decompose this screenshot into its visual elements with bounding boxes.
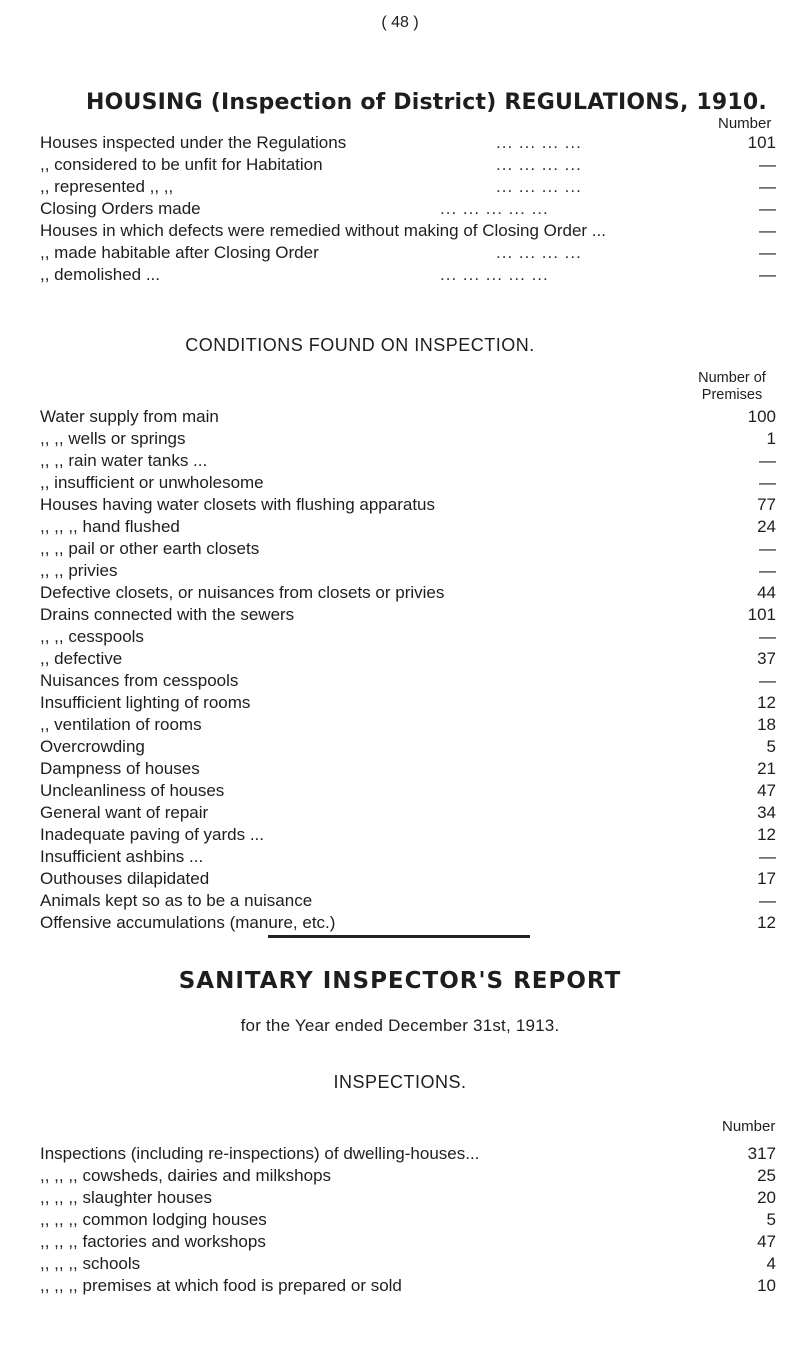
row-label: ,, considered to be unfit for Habitation [40,155,323,174]
row-value: — [759,847,776,866]
table-row [40,582,776,604]
row-label: Outhouses dilapidated [40,869,210,888]
row-value: — [759,177,776,196]
row-value: — [759,221,776,240]
row-value: 44 [757,583,776,602]
table-row [40,198,776,220]
row-label: ,, ,, pail or other earth closets [40,539,260,558]
conditions-header [684,370,780,404]
table-row [40,1209,776,1231]
conditions-header-line2: Premises [701,387,763,403]
row-value: — [759,539,776,558]
table-row [40,220,776,242]
row-value: 10 [757,1276,776,1295]
row-label: ,, ,, wells or springs [40,429,186,448]
table-row [40,406,776,428]
row-value: 101 [747,605,776,624]
table-row [40,154,776,176]
row-value: — [759,561,776,580]
row-leader: ... ... ... ... [496,155,582,174]
row-value: 25 [757,1166,776,1185]
row-label: Defective closets, or nuisances from closets or privies [40,583,445,602]
table-row [40,1165,776,1187]
row-label: ,, ,, privies [40,561,118,580]
row-label: ,, demolished ... [40,265,161,284]
row-label: Offensive accumulations (manure, etc.) [40,913,336,932]
row-label: ,, ,, ,, hand flushed [40,517,180,536]
row-label: Insufficient lighting of rooms [40,693,251,712]
row-leader: ... ... ... ... [496,243,582,262]
section-divider [268,935,530,938]
row-value: 24 [757,517,776,536]
row-value: — [759,155,776,174]
row-value: 18 [757,715,776,734]
table-row [40,472,776,494]
row-value: 5 [766,737,776,756]
row-label: Inspections (including re-inspections) of dwelling-houses... [40,1144,480,1163]
row-label: General want of repair [40,803,209,822]
row-label: Water supply from main [40,407,219,426]
table-row [40,912,776,934]
housing-number-header: Number [718,115,772,132]
row-value: 4 [766,1254,776,1273]
table-row [40,626,776,648]
row-label: ,, ventilation of rooms [40,715,202,734]
table-row [40,692,776,714]
row-label: ,, ,, ,, slaughter houses [40,1188,212,1207]
row-label: ,, ,, ,, common lodging houses [40,1210,267,1229]
table-row [40,516,776,538]
row-label: Insufficient ashbins ... [40,847,204,866]
table-row [40,1253,776,1275]
table-row [40,560,776,582]
report-subtitle: for the Year ended December 31st, 1913. [240,1016,560,1035]
row-label: Houses in which defects were remedied without making of Closing Order ... [40,221,606,240]
row-value: 5 [766,1210,776,1229]
row-value: — [759,451,776,470]
row-value: 101 [747,133,776,152]
table-row [40,450,776,472]
row-label: ,, ,, ,, factories and workshops [40,1232,266,1251]
table-row [40,242,776,264]
row-value: 37 [757,649,776,668]
row-leader: ... ... ... ... [496,177,582,196]
row-label: ,, ,, rain water tanks ... [40,451,208,470]
row-value: — [759,627,776,646]
table-row [40,1231,776,1253]
row-value: 12 [757,913,776,932]
table-row [40,780,776,802]
table-row [40,132,776,154]
table-row [40,890,776,912]
row-label: ,, ,, cesspools [40,627,144,646]
row-value: — [759,199,776,218]
row-value: 47 [757,1232,776,1251]
row-value: — [759,891,776,910]
row-label: Nuisances from cesspools [40,671,239,690]
row-value: — [759,671,776,690]
table-row [40,1143,776,1165]
row-label: ,, made habitable after Closing Order [40,243,319,262]
table-row [40,494,776,516]
row-value: 12 [757,693,776,712]
row-value: 317 [747,1144,776,1163]
table-row [40,604,776,626]
row-value: 77 [757,495,776,514]
row-value: 17 [757,869,776,888]
row-label: Drains connected with the sewers [40,605,295,624]
row-leader: ... ... ... ... [496,133,582,152]
conditions-header-line1: Number of [698,370,766,386]
row-value: 20 [757,1188,776,1207]
table-row [40,538,776,560]
table-row [40,1187,776,1209]
row-value: 1 [766,429,776,448]
table-row [40,868,776,890]
row-value: 47 [757,781,776,800]
row-label: ,, insufficient or unwholesome [40,473,264,492]
report-title: SANITARY INSPECTOR'S REPORT [178,968,622,994]
row-label: Houses having water closets with flushing apparatus [40,495,435,514]
row-label: ,, ,, ,, premises at which food is prepared or sold [40,1276,402,1295]
row-label: Uncleanliness of houses [40,781,225,800]
housing-title: HOUSING (Inspection of District) REGULATIONS, 1910. [86,90,767,115]
row-value: 34 [757,803,776,822]
inspections-heading: INSPECTIONS. [333,1072,467,1092]
table-row [40,736,776,758]
table-row [40,824,776,846]
table-row [40,176,776,198]
row-label: Closing Orders made [40,199,201,218]
page-number: ( 48 ) [381,14,419,31]
row-value: 21 [757,759,776,778]
inspections-number-header: Number [722,1118,776,1135]
row-label: Dampness of houses [40,759,200,778]
row-leader: ... ... ... ... ... [440,265,549,284]
table-row [40,1275,776,1297]
row-leader: ... ... ... ... ... [440,199,549,218]
table-row [40,428,776,450]
row-label: Inadequate paving of yards ... [40,825,264,844]
row-value: 100 [747,407,776,426]
row-value: — [759,243,776,262]
table-row [40,264,776,286]
table-row [40,670,776,692]
row-value: 12 [757,825,776,844]
row-label: Houses inspected under the Regulations [40,133,347,152]
row-label: Overcrowding [40,737,145,756]
table-row [40,846,776,868]
row-value: — [759,265,776,284]
table-row [40,648,776,670]
row-label: ,, defective [40,649,123,668]
row-label: ,, represented ,, ,, [40,177,174,196]
row-label: Animals kept so as to be a nuisance [40,891,313,910]
table-row [40,758,776,780]
row-label: ,, ,, ,, schools [40,1254,141,1273]
row-label: ,, ,, ,, cowsheds, dairies and milkshops [40,1166,332,1185]
conditions-title: CONDITIONS FOUND ON INSPECTION. [185,335,535,355]
table-row [40,802,776,824]
table-row [40,714,776,736]
row-value: — [759,473,776,492]
